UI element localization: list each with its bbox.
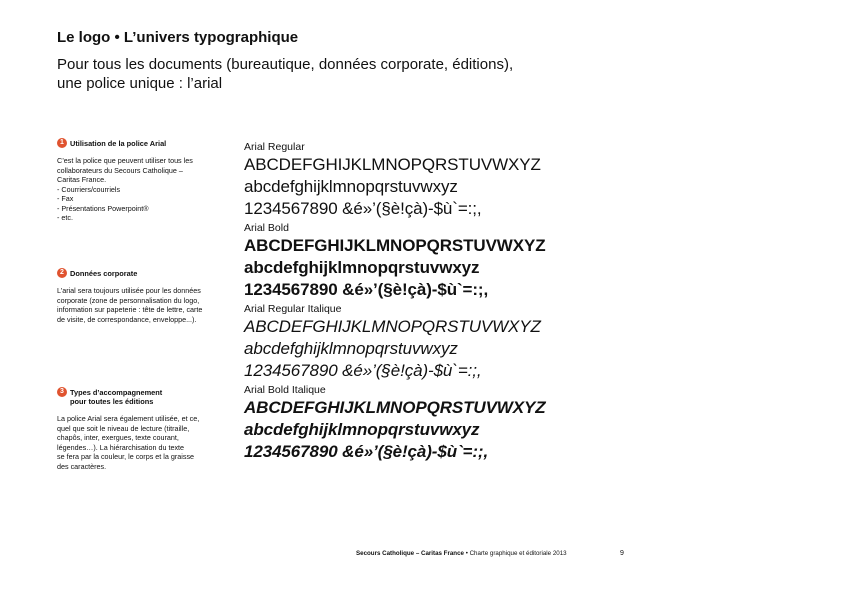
page-title: Le logo • L’univers typographique (57, 29, 299, 46)
specimen-label: Arial Bold Italique (244, 384, 326, 396)
section-title-line: Types d’accompagnement (70, 388, 163, 397)
body-line: - etc. (57, 213, 73, 222)
specimen-regular (244, 141, 604, 220)
specimen-uppercase: ABCDEFGHIJKLMNOPQRSTUVWXYZ (244, 155, 541, 174)
section-editions (57, 388, 217, 471)
specimen-bold-italic (244, 384, 604, 463)
section-body (57, 414, 217, 471)
body-line: de visite, de correspondance, enveloppe...). (57, 314, 197, 324)
specimen-lowercase: abcdefghijklmnopqrstuvwxyz (244, 258, 480, 277)
body-line: des caractères. (57, 461, 107, 471)
specimen-uppercase: ABCDEFGHIJKLMNOPQRSTUVWXYZ (244, 317, 541, 336)
specimen-bold (244, 222, 604, 301)
body-line: collaborateurs du Secours Catholique – (57, 165, 183, 175)
section-number-badge: 1 (57, 138, 67, 148)
specimen-label: Arial Regular (244, 141, 305, 153)
specimen-digits: 1234567890 &é»’(§è!çà)-$ù`=:;, (244, 442, 489, 461)
page-subtitle: Pour tous les documents (bureautique, données corporate, éditions), une police unique : l’arial (57, 56, 514, 92)
footer-organization: Secours Catholique – Caritas France (356, 550, 464, 557)
section-title-line: pour toutes les éditions (70, 397, 154, 406)
specimen-lowercase: abcdefghijklmnopqrstuvwxyz (244, 339, 458, 358)
section-usage (57, 139, 217, 223)
section-heading (57, 139, 217, 148)
specimen-italic (244, 303, 604, 382)
section-body (57, 286, 217, 324)
page-number: 9 (620, 550, 624, 557)
body-line: - Fax (57, 194, 74, 203)
font-specimens (244, 139, 604, 463)
section-heading (57, 388, 217, 406)
specimen-uppercase: ABCDEFGHIJKLMNOPQRSTUVWXYZ (244, 398, 546, 417)
specimen-lowercase: abcdefghijklmnopqrstuvwxyz (244, 420, 480, 439)
body-line: chapôs, inter, exergues, texte courant, (57, 433, 179, 442)
body-line: C’est la police que peuvent utiliser tous les (57, 156, 193, 165)
section-title: Utilisation de la police Arial (70, 139, 167, 148)
section-number-badge: 3 (57, 387, 67, 397)
specimen-uppercase: ABCDEFGHIJKLMNOPQRSTUVWXYZ (244, 236, 546, 255)
specimen-lowercase: abcdefghijklmnopqrstuvwxyz (244, 177, 458, 196)
section-title: Données corporate (70, 269, 138, 278)
specimen-label: Arial Regular Italique (244, 303, 342, 315)
body-line: quel que soit le niveau de lecture (titraille, (57, 423, 190, 433)
section-body (57, 156, 217, 223)
section-corporate (57, 269, 217, 324)
specimen-digits: 1234567890 &é»’(§è!çà)-$ù`=:;, (244, 361, 482, 380)
footer-separator: • (463, 550, 470, 557)
specimen-digits: 1234567890 &é»’(§è!çà)-$ù`=:;, (244, 199, 482, 218)
footer-document: Charte graphique et éditoriale 2013 (469, 550, 567, 557)
body-line: - Présentations Powerpoint® (57, 203, 149, 213)
section-number-badge: 2 (57, 268, 67, 278)
body-line: - Courriers/courriels (57, 184, 121, 194)
body-line: Caritas France. (57, 175, 107, 184)
body-line: légendes…). La hiérarchisation du texte (57, 442, 185, 452)
specimen-label: Arial Bold (244, 222, 289, 234)
body-line: se fera par la couleur, le corps et la graisse (57, 452, 195, 461)
body-line: corporate (zone de personnalisation du logo, (57, 295, 200, 305)
body-line: L’arial sera toujours utilisée pour les données (57, 286, 201, 295)
body-line: La police Arial sera également utilisée, et ce, (57, 414, 200, 423)
specimen-digits: 1234567890 &é»’(§è!çà)-$ù`=:;, (244, 280, 489, 299)
section-heading (57, 269, 217, 278)
body-line: information sur papeterie : tête de lettre, carte (57, 305, 203, 314)
page-footer (356, 550, 567, 557)
